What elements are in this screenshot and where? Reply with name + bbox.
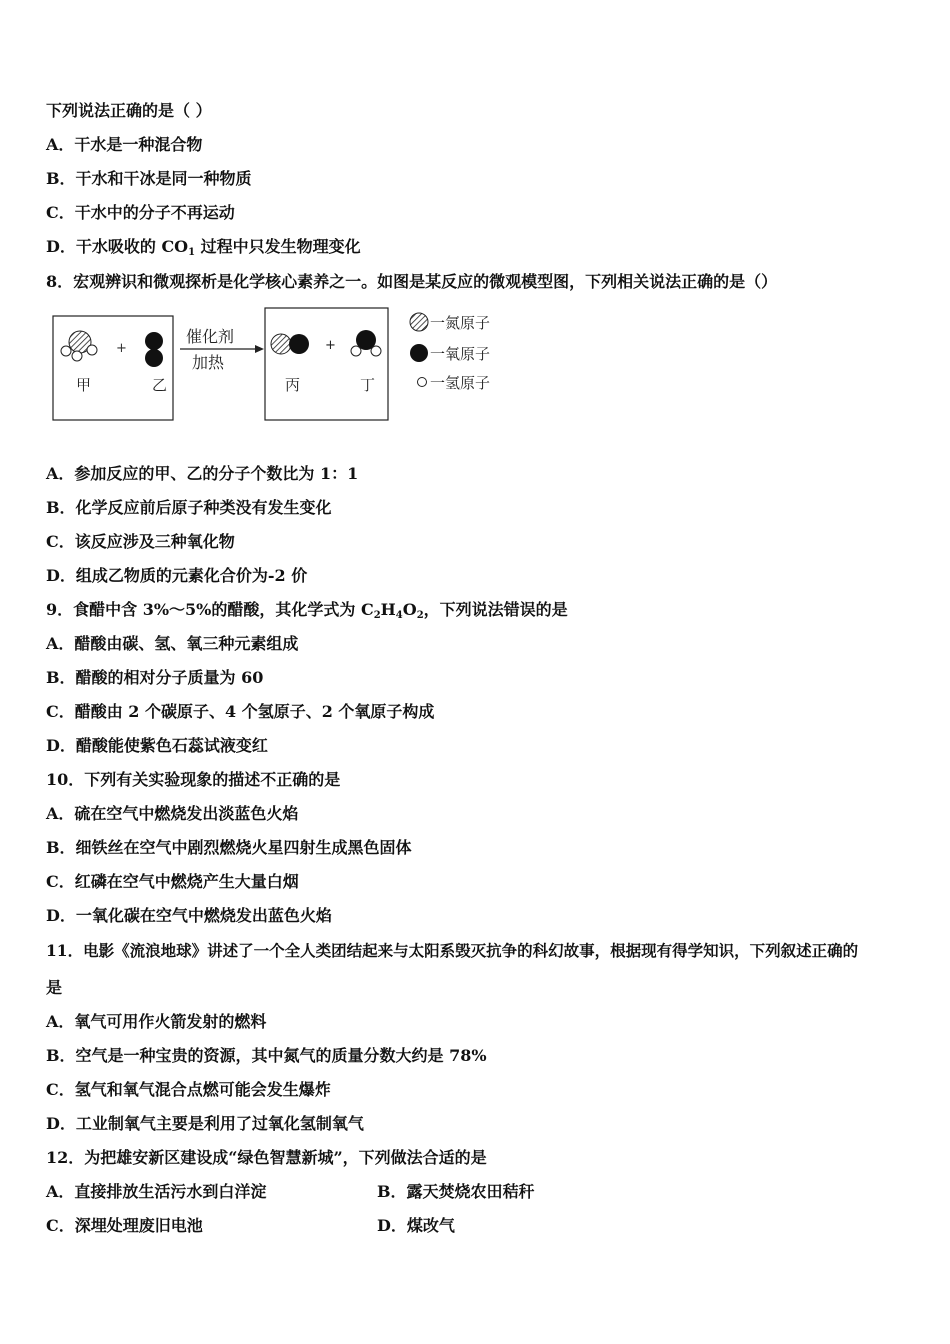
q11-stem-line1: 11．电影《流浪地球》讲述了一个全人类团结起来与太阳系毁灭抗争的科幻故事，根据现有得学知识，下列叙述正确的: [46, 941, 859, 960]
legend-oxygen-label: 一氧原子: [430, 345, 491, 363]
q8-option-c: C．该反应涉及三种氧化物: [46, 532, 235, 551]
legend-nitrogen-label: 一氮原子: [430, 314, 491, 332]
condition-catalyst: 催化剂: [186, 327, 235, 346]
q7-option-c: C．干水中的分子不再运动: [46, 203, 235, 222]
q11-option-a: A．氧气可用作火箭发射的燃料: [46, 1012, 267, 1031]
q7-d-post: 过程中只发生物理变化: [195, 237, 361, 256]
q9-sub-2: 4: [395, 610, 403, 621]
label-ding: 丁: [360, 376, 376, 394]
q9-formula-h: H: [380, 600, 396, 619]
q7-option-d: [46, 236, 361, 258]
q7-option-b: B．干水和干冰是同一种物质: [46, 169, 252, 188]
q11-option-c: C．氢气和氧气混合点燃可能会发生爆炸: [46, 1080, 331, 1099]
molecule-yi-icon: [145, 332, 163, 367]
q12-option-d: D．煤改气: [377, 1216, 455, 1235]
q10-option-a: A．硫在空气中燃烧发出淡蓝色火焰: [46, 804, 299, 823]
q11-option-d: D．工业制氧气主要是利用了过氧化氢制氧气: [46, 1114, 364, 1133]
label-jia: 甲: [76, 376, 92, 394]
molecule-bing-icon: [271, 334, 309, 354]
q8-stem: 8．宏观辨识和微观探析是化学核心素养之一。如图是某反应的微观模型图，下列相关说法正确的是（）: [46, 272, 778, 291]
q9-formula-o: O: [402, 600, 417, 619]
q10-stem: 10．下列有关实验现象的描述不正确的是: [46, 770, 341, 789]
q9-stem-pre: 9．食醋中含 3%～5%的醋酸，其化学式为 C: [46, 600, 374, 619]
q9-option-a: A．醋酸由碳、氢、氧三种元素组成: [46, 634, 299, 653]
q12-stem: 12．为把雄安新区建设成“绿色智慧新城”，下列做法合适的是: [46, 1148, 487, 1167]
q10-option-b: B．细铁丝在空气中剧烈燃烧火星四射生成黑色固体: [46, 838, 412, 857]
q11-stem-line2: 是: [46, 978, 63, 997]
q7-option-a: A．干水是一种混合物: [46, 135, 203, 154]
products-box: [265, 308, 388, 420]
legend-nitrogen-icon: [410, 313, 428, 331]
q7-d-sub: 1: [188, 247, 196, 258]
q11-option-b: B．空气是一种宝贵的资源，其中氮气的质量分数大约是 78%: [46, 1046, 487, 1065]
q9-option-c: C．醋酸由 2 个碳原子、4 个氢原子、2 个氧原子构成: [46, 702, 435, 721]
legend-hydrogen-label: 一氢原子: [430, 374, 491, 392]
reaction-arrow-icon: [180, 345, 264, 353]
reaction-model-diagram: [46, 304, 516, 426]
molecule-ding-icon: [351, 330, 381, 356]
q8-option-a: A．参加反应的甲、乙的分子个数比为 1：1: [46, 464, 359, 483]
q10-option-d: D．一氧化碳在空气中燃烧发出蓝色火焰: [46, 906, 332, 925]
legend-hydrogen-icon: [418, 378, 427, 387]
label-yi: 乙: [152, 376, 168, 394]
q7-stem: 下列说法正确的是（ ）: [46, 101, 212, 120]
q7-d-pre: D．干水吸收的 CO: [46, 237, 189, 256]
q9-option-b: B．醋酸的相对分子质量为 60: [46, 668, 264, 687]
q9-sub-3: 2: [416, 610, 424, 621]
q12-option-c: C．深埋处理废旧电池: [46, 1216, 203, 1235]
q10-option-c: C．红磷在空气中燃烧产生大量白烟: [46, 872, 299, 891]
plus-sign-2: +: [325, 338, 336, 353]
q8-option-b: B．化学反应前后原子种类没有发生变化: [46, 498, 332, 517]
q12-option-b: B．露天焚烧农田秸秆: [377, 1182, 535, 1201]
plus-sign-1: +: [116, 341, 127, 356]
q9-sub-1: 2: [373, 610, 381, 621]
q9-option-d: D．醋酸能使紫色石蕊试液变红: [46, 736, 268, 755]
q8-option-d: D．组成乙物质的元素化合价为-2 价: [46, 566, 308, 585]
reactants-box: [53, 316, 173, 420]
q9-stem: [46, 599, 568, 621]
q9-stem-post: ，下列说法错误的是: [423, 600, 568, 619]
molecule-jia-icon: [61, 331, 97, 361]
legend-oxygen-icon: [410, 344, 428, 362]
condition-heat: 加热: [192, 353, 225, 372]
label-bing: 丙: [285, 376, 301, 394]
q12-option-a: A．直接排放生活污水到白洋淀: [46, 1182, 267, 1201]
